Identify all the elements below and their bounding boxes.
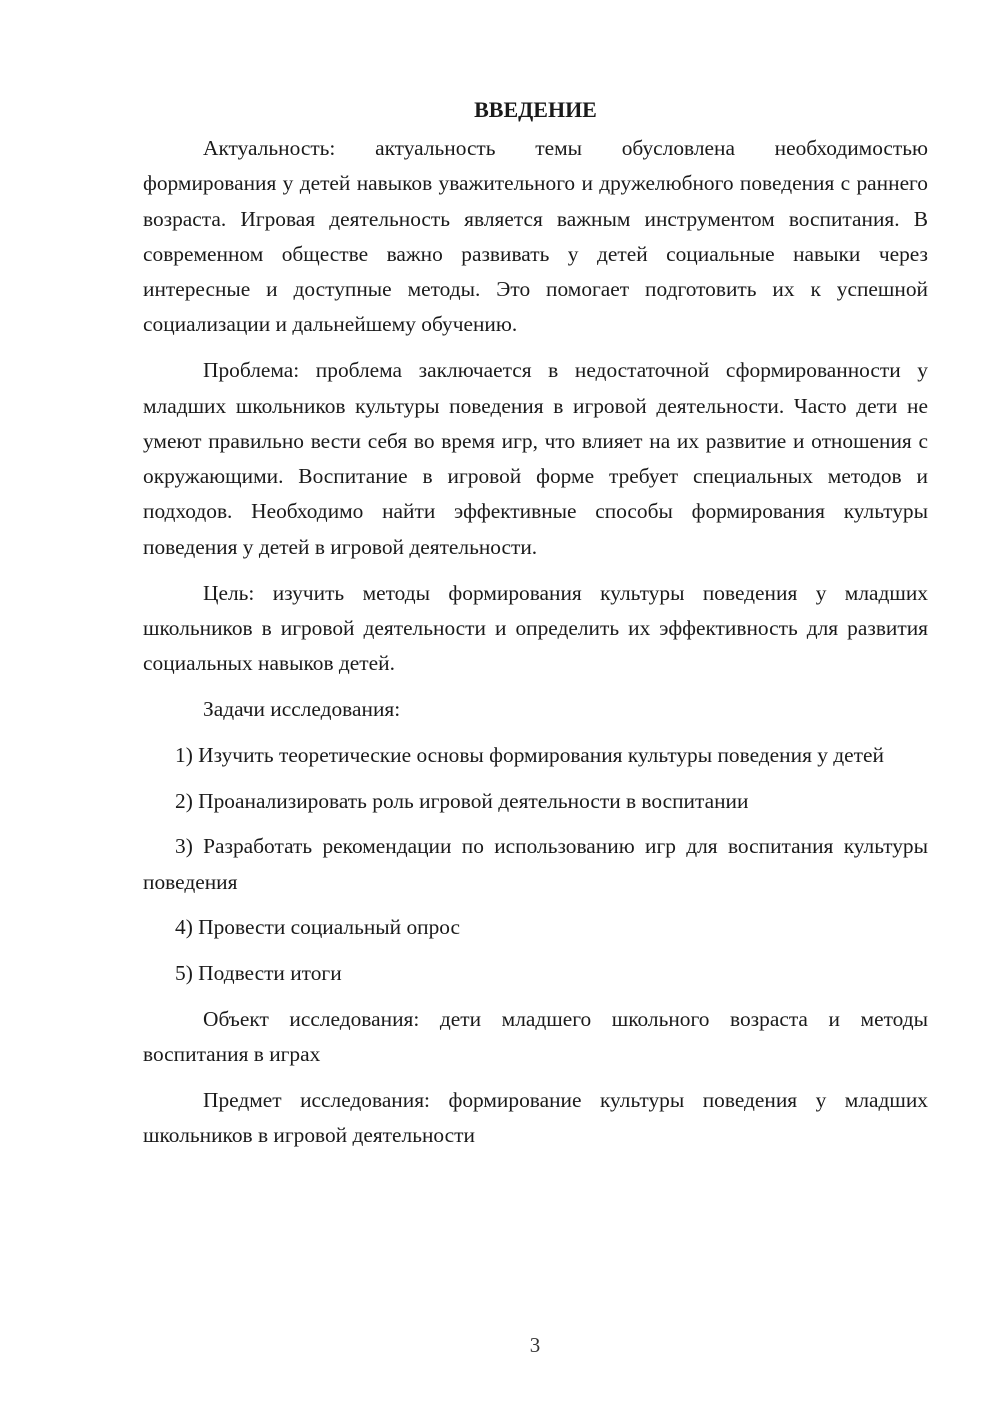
task-item: 1) Изучить теоретические основы формирования культуры поведения у детей: [175, 742, 884, 767]
tasks-intro: Задачи исследования:: [203, 696, 401, 721]
page-number: 3: [529, 1333, 541, 1357]
page-title: ВВЕДЕНИЕ: [474, 97, 597, 122]
object-paragraph: Объект исследования: дети младшего школьного возраста и методы воспитания в играх: [143, 1007, 928, 1067]
task-item: 4) Провести социальный опрос: [175, 915, 461, 940]
document-page: [143, 92, 928, 1164]
relevance-paragraph: Актуальность: актуальность темы обусловлена необходимостью формирования у детей навыков уважительного и дружелюбного поведения с раннего возраста. Игровая деятельность является важным инструментом воспитания. В современном обществе важно развивать у детей социальные навыки через интересные и доступные методы. Это помогает подготовить их к успешной социализации и дальнейшему обучению.: [143, 136, 928, 337]
task-item: 5) Подвести итоги: [175, 961, 342, 986]
subject-paragraph: Предмет исследования: формирование культуры поведения у младших школьников в игровой деятельности: [143, 1088, 928, 1148]
goal-paragraph: Цель: изучить методы формирования культуры поведения у младших школьников в игровой деятельности и определить их эффективность для развития социальных навыков детей.: [143, 580, 928, 676]
task-item: 3) Разработать рекомендации по использованию игр для воспитания культуры поведения: [143, 834, 928, 894]
task-item: 2) Проанализировать роль игровой деятельности в воспитании: [175, 788, 749, 813]
problem-paragraph: Проблема: проблема заключается в недостаточной сформированности у младших школьников культуры поведения в игровой деятельности. Часто дети не умеют правильно вести себя во время игр, что влияет на их развитие и отношения с окружающими. Воспитание в игровой форме требует специальных методов и подходов. Необходимо найти эффективные способы формирования культуры поведения у детей в игровой деятельности.: [143, 358, 928, 559]
